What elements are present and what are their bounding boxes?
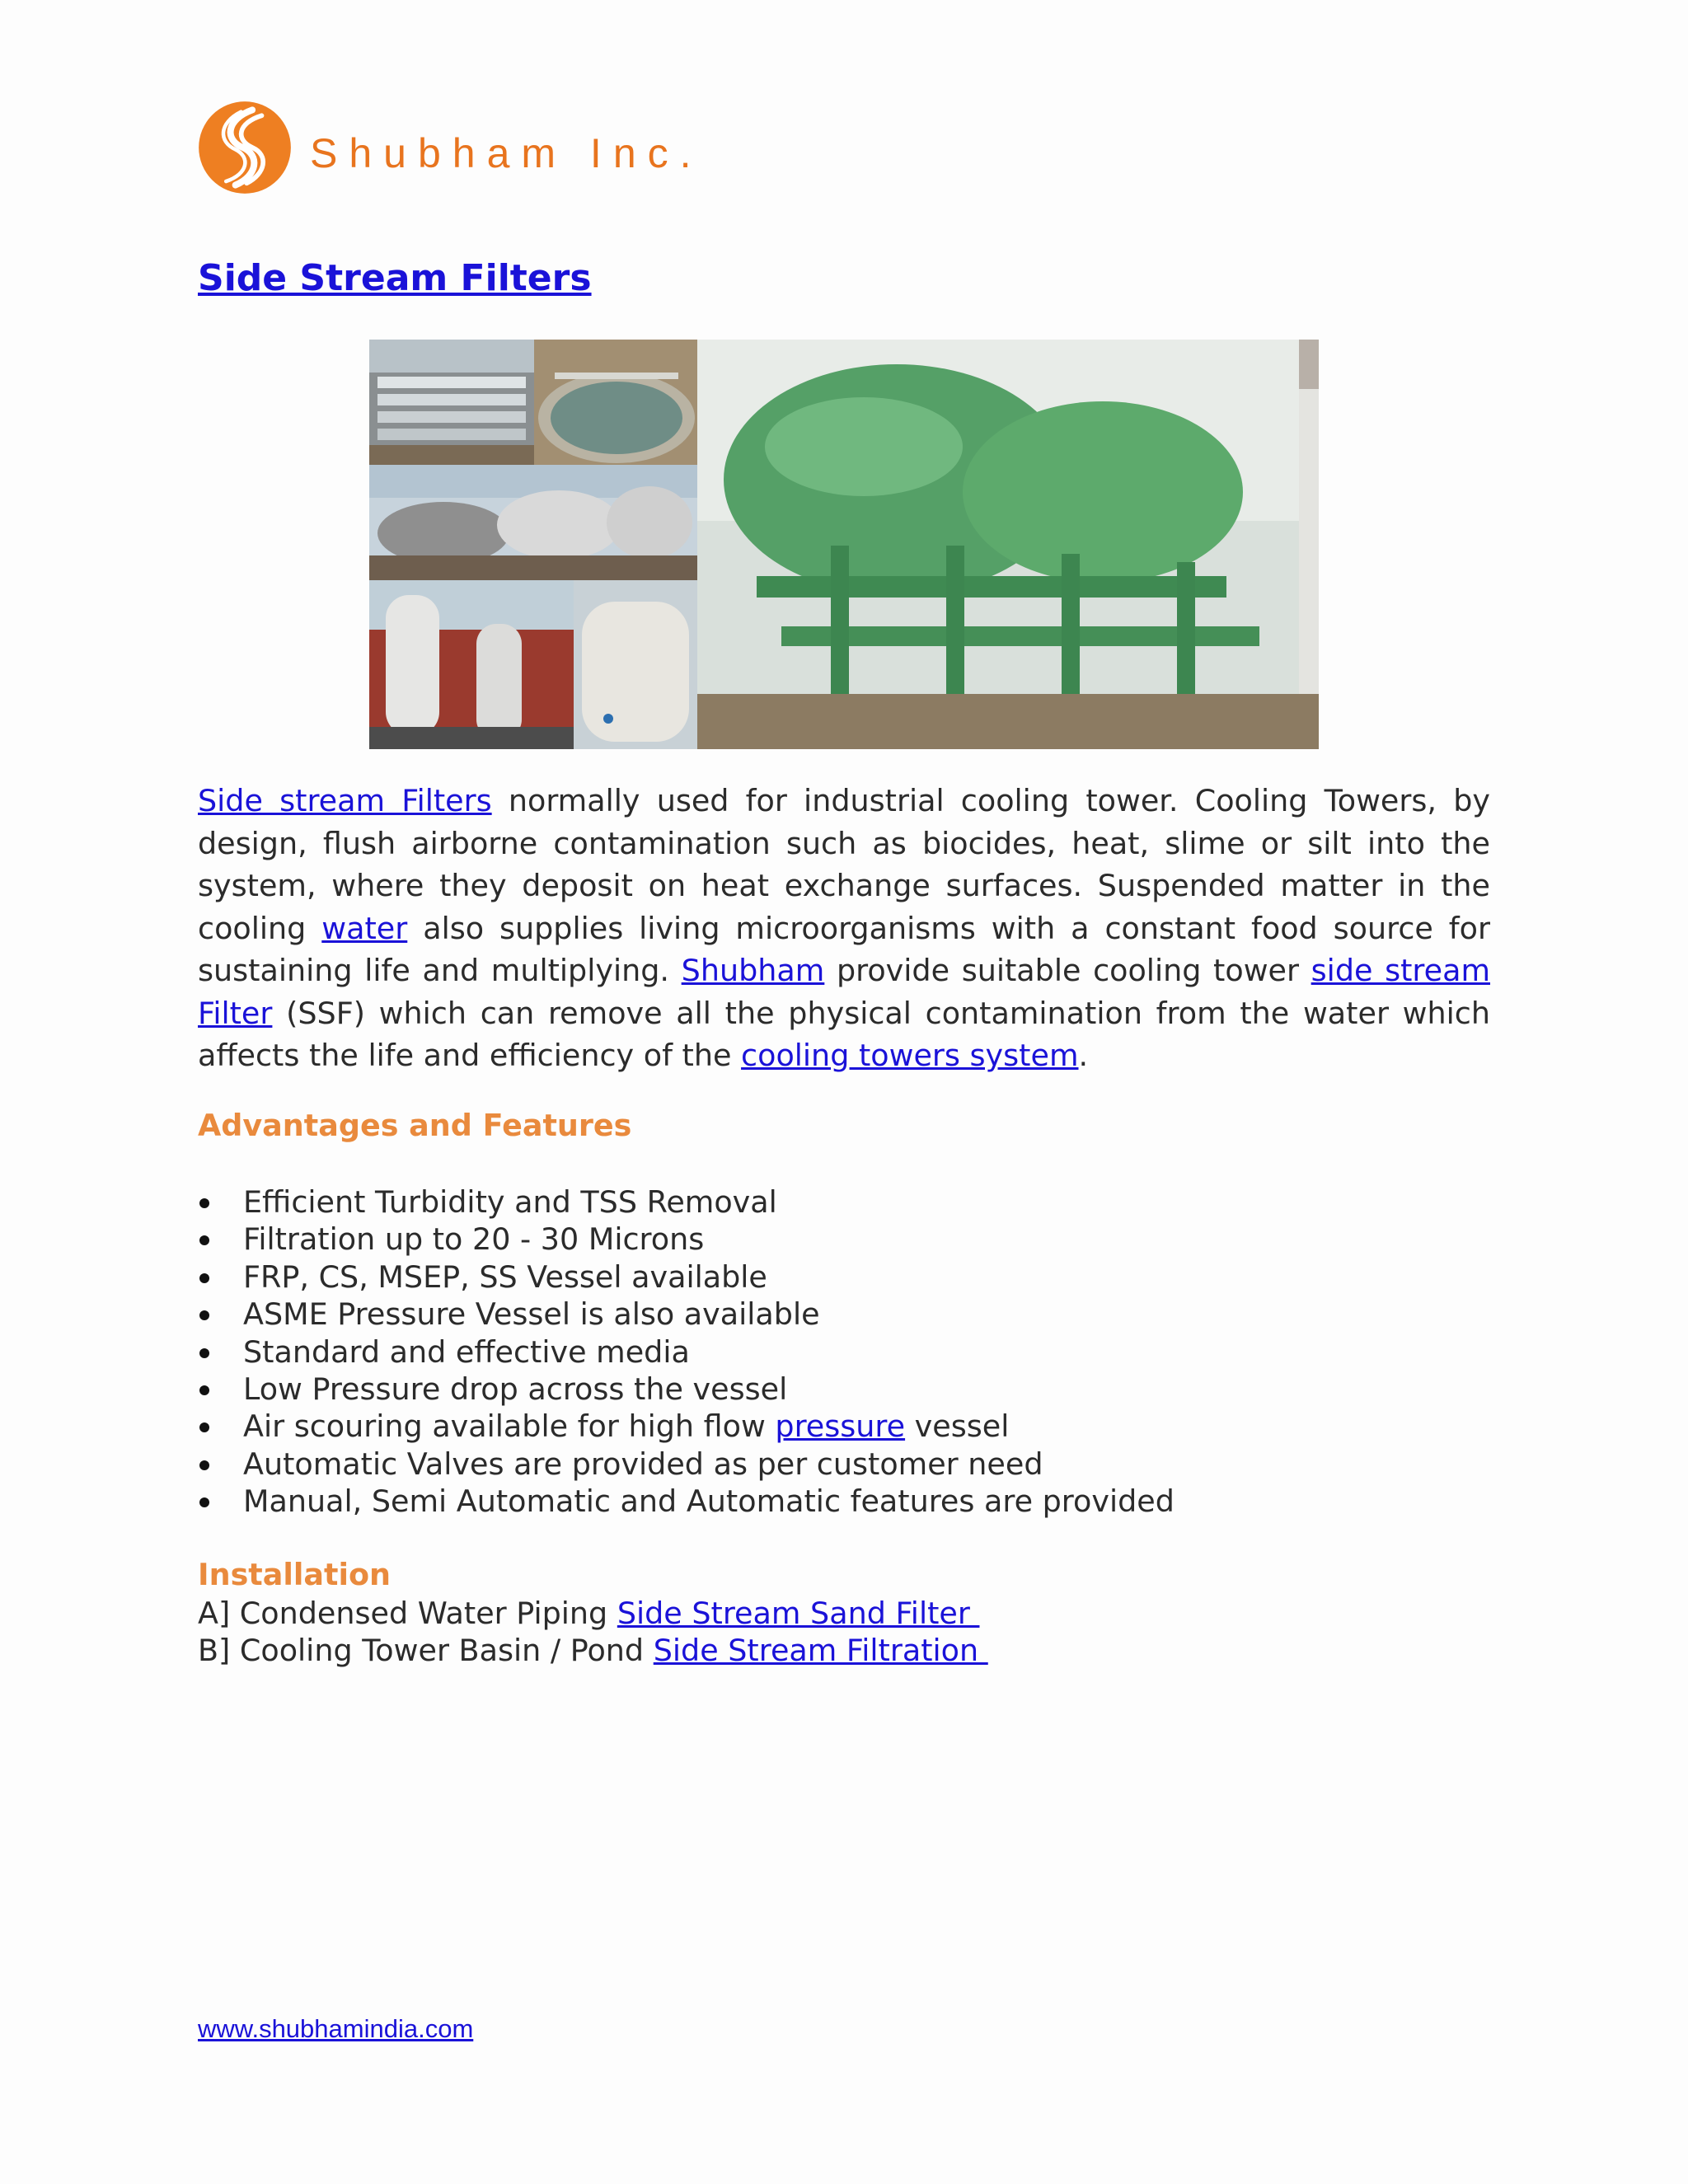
intro-text-4: (SSF) which can remove all the physical contamination from the water which affects the life and efficiency of the: [198, 995, 1490, 1073]
intro-paragraph: [198, 780, 1490, 1077]
website-link[interactable]: www.shubhamindia.com: [198, 2014, 474, 2043]
logo-swirl-icon: [198, 101, 292, 194]
feature-text: Manual, Semi Automatic and Automatic features are provided: [243, 1483, 1175, 1520]
bullet-icon: [199, 1273, 209, 1283]
intro-text-3: provide suitable cooling tower: [824, 953, 1311, 988]
side-stream-filter-link[interactable]: side stream Filter: [198, 953, 1490, 1031]
bullet-icon: [199, 1198, 209, 1208]
list-item: [198, 1483, 1490, 1520]
feature-text: Air scouring available for high flow: [243, 1408, 776, 1445]
feature-text: FRP, CS, MSEP, SS Vessel available: [243, 1258, 767, 1295]
intro-text-5: .: [1078, 1038, 1089, 1073]
product-photo-collage: [369, 340, 1319, 749]
bullet-icon: [199, 1460, 209, 1470]
bullet-icon: [199, 1235, 209, 1245]
photo-vertical-filters: [369, 580, 574, 749]
features-list: [198, 1183, 1490, 1521]
list-item: [198, 1296, 1490, 1333]
company-logo[interactable]: [198, 99, 703, 196]
installation-line-b-text: B] Cooling Tower Basin / Pond: [198, 1633, 654, 1669]
side-stream-sand-filter-link[interactable]: Side Stream Sand Filter: [617, 1596, 980, 1631]
feature-text: Standard and effective media: [243, 1333, 690, 1370]
shubham-link[interactable]: Shubham: [681, 953, 825, 988]
feature-text-suffix: vessel: [905, 1408, 1010, 1445]
bullet-icon: [199, 1497, 209, 1507]
photo-green-sand-filters: [697, 340, 1319, 749]
feature-text: ASME Pressure Vessel is also available: [243, 1296, 820, 1333]
list-item: [198, 1408, 1490, 1445]
installation-line-a-text: A] Condensed Water Piping: [198, 1596, 617, 1631]
cooling-towers-system-link[interactable]: cooling towers system: [741, 1038, 1079, 1073]
installation-list: [198, 1595, 988, 1670]
logo-wordmark: Shubham Inc.: [310, 130, 703, 176]
photo-horizontal-vessels: [369, 465, 697, 580]
bullet-icon: [199, 1348, 209, 1358]
feature-text: Filtration up to 20 - 30 Microns: [243, 1221, 705, 1258]
side-stream-filters-link[interactable]: Side stream Filters: [198, 783, 492, 818]
list-item: [198, 1333, 1490, 1371]
list-item: [198, 1258, 1490, 1296]
feature-text: Automatic Valves are provided as per customer need: [243, 1446, 1043, 1482]
photo-storage-tank: [574, 580, 697, 749]
water-link[interactable]: water: [321, 910, 408, 946]
bullet-icon: [199, 1310, 209, 1320]
installation-line-b: [198, 1632, 988, 1669]
side-stream-filtration-link[interactable]: Side Stream Filtration: [653, 1633, 988, 1669]
advantages-heading: Advantages and Features: [198, 1108, 632, 1143]
installation-heading: Installation: [198, 1557, 392, 1592]
pressure-link[interactable]: pressure: [775, 1408, 906, 1445]
list-item: [198, 1371, 1490, 1408]
list-item: [198, 1183, 1490, 1221]
bullet-icon: [199, 1385, 209, 1395]
bullet-icon: [199, 1422, 209, 1432]
list-item: [198, 1221, 1490, 1258]
photo-clarifier-tank: [534, 340, 697, 465]
photo-pipe-rack: [369, 340, 534, 465]
intro-text-1: normally used for industrial cooling tower. Cooling Towers, by design, flush airborne contamination such as biocides, heat, slime or silt into the system, where they deposit on heat exchange surfaces. Suspended matter in the cooling: [198, 783, 1490, 946]
intro-text-2: also supplies living microorganisms with a constant food source for sustaining life and multiplying.: [198, 910, 1490, 988]
installation-line-a: [198, 1595, 988, 1632]
feature-text: Efficient Turbidity and TSS Removal: [243, 1184, 777, 1220]
feature-text: Low Pressure drop across the vessel: [243, 1371, 788, 1408]
list-item: [198, 1446, 1490, 1483]
page-title[interactable]: Side Stream Filters: [198, 257, 592, 299]
